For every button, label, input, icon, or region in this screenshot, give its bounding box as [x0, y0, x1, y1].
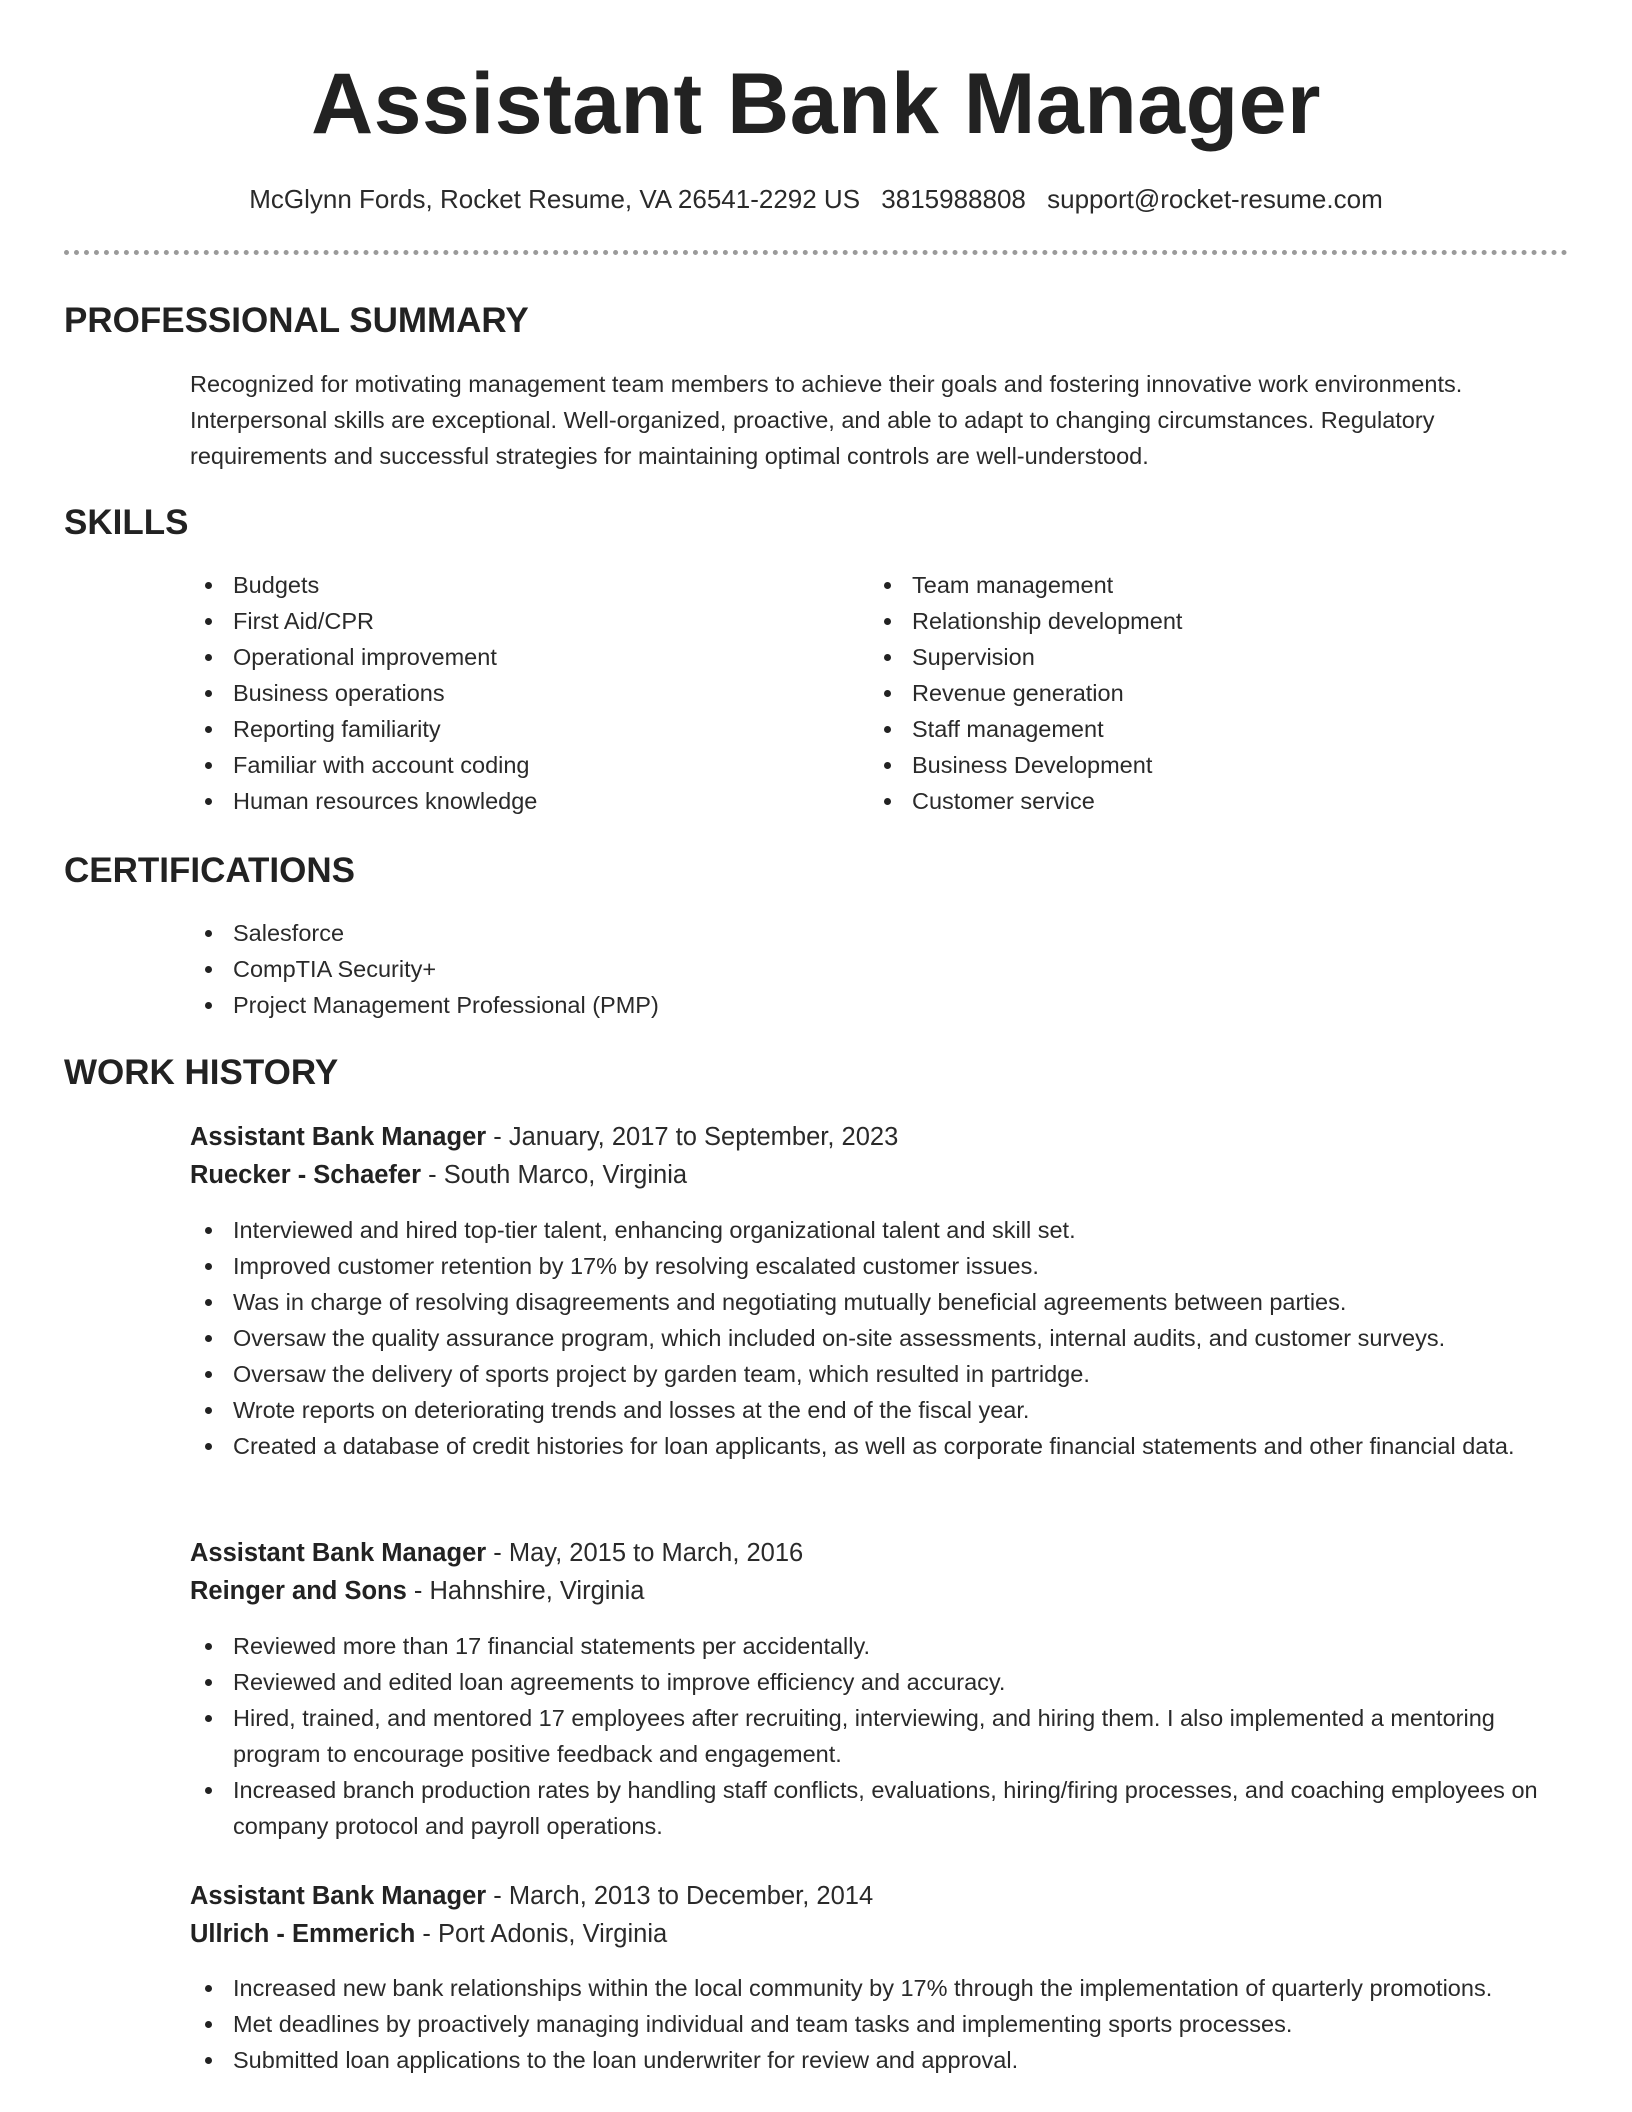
summary-text: Recognized for motivating management team members to achieve their goals and fostering innovative work environments. Interpersonal skills are exceptional. Well-organized, proactive, and able to adapt to changing circumstances. Regulatory requirements and successful strategies for maintaining optimal controls are well-understood.: [190, 371, 1463, 469]
skill-item: Supervision: [869, 639, 1549, 675]
job-bullet: Submitted loan applications to the loan underwriter for review and approval.: [190, 2042, 1570, 2078]
job-bullet: Reviewed and edited loan agreements to improve efficiency and accuracy.: [190, 1664, 1570, 1700]
skill-item: Team management: [869, 567, 1549, 603]
job-location: Hahnshire, Virginia: [429, 1577, 645, 1605]
skill-item: Business operations: [190, 675, 850, 711]
job-separator: -: [486, 1882, 509, 1910]
job-bullet: Increased new bank relationships within the local community by 17% through the implementation of quarterly promotions.: [190, 1970, 1570, 2006]
job-bullet: Wrote reports on deteriorating trends and losses at the end of the fiscal year.: [190, 1392, 1570, 1428]
job-dates: January, 2017 to September, 2023: [508, 1123, 899, 1151]
skill-item: First Aid/CPR: [190, 603, 850, 639]
skill-item: Business Development: [869, 747, 1549, 783]
job-bullet: Hired, trained, and mentored 17 employees after recruiting, interviewing, and hiring them. I also implemented a mentoring program to encourage positive feedback and engagement.: [190, 1700, 1570, 1772]
header-divider: [64, 250, 1568, 255]
certifications-heading: CERTIFICATIONS: [64, 851, 356, 890]
job-company: Reinger and Sons: [190, 1577, 407, 1605]
certification-item: Project Management Professional (PMP): [190, 987, 1560, 1023]
skills-list-right: [869, 567, 1549, 819]
skill-item: Staff management: [869, 711, 1549, 747]
job-role: Assistant Bank Manager: [190, 1123, 487, 1151]
job-bullet: Increased branch production rates by handling staff conflicts, evaluations, hiring/firing processes, and coaching employees on company protocol and payroll operations.: [190, 1772, 1570, 1844]
skill-item: Human resources knowledge: [190, 783, 850, 819]
contact-email[interactable]: support@rocket-resume.com: [1047, 184, 1383, 214]
job-company-line: [190, 1156, 687, 1194]
certification-item: Salesforce: [190, 915, 1560, 951]
job-bullets: [190, 1628, 1570, 1844]
contact-line: [0, 182, 1632, 216]
job-company: Ullrich - Emmerich: [190, 1920, 416, 1948]
job-bullets: [190, 1212, 1570, 1464]
job-company-line: [190, 1915, 667, 1953]
job-dates: May, 2015 to March, 2016: [508, 1539, 804, 1567]
job-company: Ruecker - Schaefer: [190, 1161, 422, 1189]
job-bullet: Improved customer retention by 17% by resolving escalated customer issues.: [190, 1248, 1570, 1284]
resume-name: Assistant Bank Manager: [311, 56, 1321, 152]
job-separator: -: [415, 1920, 438, 1948]
job-separator: -: [421, 1161, 444, 1189]
job-role: Assistant Bank Manager: [190, 1882, 487, 1910]
job-location: South Marco, Virginia: [443, 1161, 688, 1189]
job-separator: -: [486, 1539, 509, 1567]
skill-item: Budgets: [190, 567, 850, 603]
job-title-line: [190, 1877, 873, 1915]
job-role: Assistant Bank Manager: [190, 1539, 487, 1567]
skills-list-left: [190, 567, 850, 819]
job-separator: -: [486, 1123, 509, 1151]
contact-phone: 3815988808: [881, 184, 1026, 214]
work-history-heading: WORK HISTORY: [64, 1053, 339, 1092]
skill-item: Reporting familiarity: [190, 711, 850, 747]
summary-heading: PROFESSIONAL SUMMARY: [64, 301, 529, 340]
job-bullet: Met deadlines by proactively managing individual and team tasks and implementing sports processes.: [190, 2006, 1570, 2042]
job-bullet: Created a database of credit histories for loan applicants, as well as corporate financial statements and other financial data.: [190, 1428, 1570, 1464]
job-title-line: [190, 1118, 898, 1156]
job-bullet: Was in charge of resolving disagreements and negotiating mutually beneficial agreements between parties.: [190, 1284, 1570, 1320]
job-dates: March, 2013 to December, 2014: [508, 1882, 874, 1910]
job-bullet: Reviewed more than 17 financial statements per accidentally.: [190, 1628, 1570, 1664]
job-bullets: [190, 1970, 1570, 2078]
job-bullet: Oversaw the delivery of sports project by garden team, which resulted in partridge.: [190, 1356, 1570, 1392]
skill-item: Revenue generation: [869, 675, 1549, 711]
contact-address: McGlynn Fords, Rocket Resume, VA 26541-2292 US: [249, 184, 861, 214]
job-bullet: Oversaw the quality assurance program, which included on-site assessments, internal audits, and customer surveys.: [190, 1320, 1570, 1356]
skills-heading: SKILLS: [64, 503, 189, 542]
job-location: Port Adonis, Virginia: [438, 1920, 668, 1948]
skill-item: Relationship development: [869, 603, 1549, 639]
job-bullet: Interviewed and hired top-tier talent, enhancing organizational talent and skill set.: [190, 1212, 1570, 1248]
certification-item: CompTIA Security+: [190, 951, 1560, 987]
skill-item: Operational improvement: [190, 639, 850, 675]
skill-item: Customer service: [869, 783, 1549, 819]
certifications-list: [190, 915, 1560, 1023]
job-title-line: [190, 1534, 803, 1572]
job-separator: -: [406, 1577, 430, 1605]
job-company-line: [190, 1572, 644, 1610]
skill-item: Familiar with account coding: [190, 747, 850, 783]
